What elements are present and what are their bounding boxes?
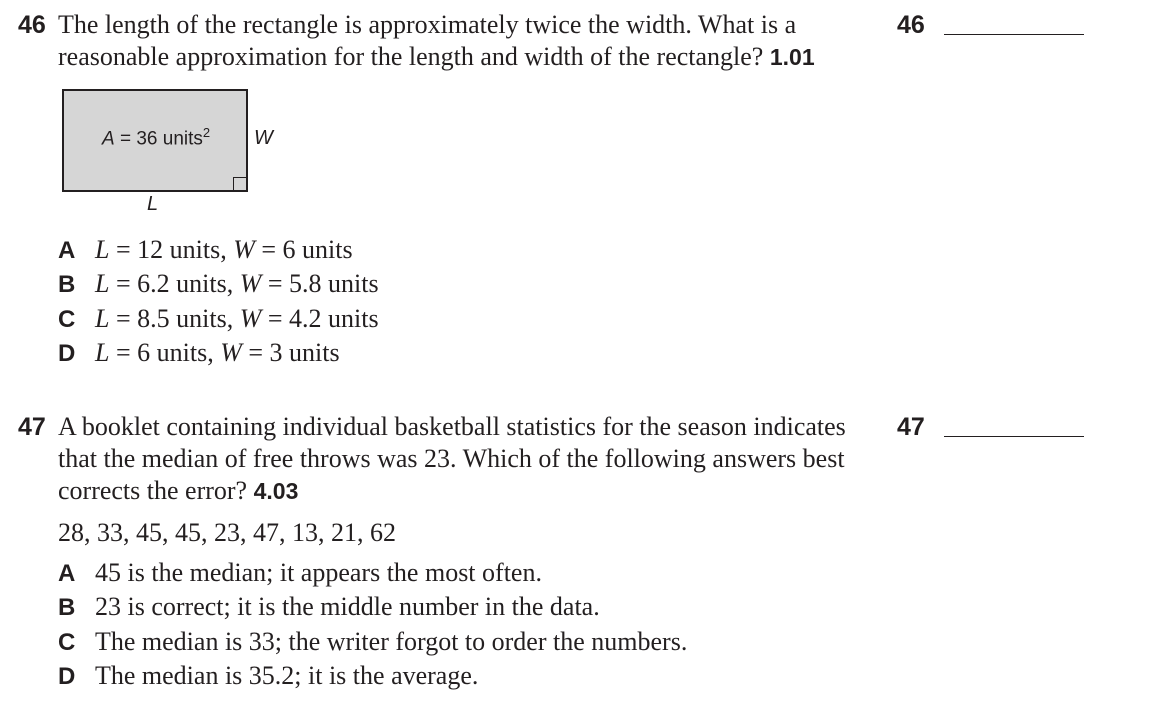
length-variable: L [95,235,110,264]
choice-c[interactable] [58,304,379,338]
answer-number: 47 [897,413,925,441]
width-value: = 3 units [241,338,340,367]
standard-code: 1.01 [769,44,815,70]
answer-blank-line[interactable] [944,436,1084,437]
choice-b[interactable] [58,592,600,626]
choice-text: 23 is correct; it is the middle number in the data. [95,592,600,621]
question-number: 47 [18,413,46,441]
width-variable: W [233,235,255,264]
choice-d[interactable] [58,661,478,695]
area-label [102,125,210,150]
width-variable: W [239,269,262,298]
answer-number: 46 [897,11,925,39]
question-prompt: The length of the rectangle is approximately twice the width. What is a reasonable approximation for the length and width of the rectangle? [58,10,797,71]
question-text [58,411,868,507]
choice-b[interactable] [58,269,379,303]
choice-d[interactable] [58,338,340,372]
choice-text: The median is 33; the writer forgot to order the numbers. [95,627,688,656]
choice-letter: C [58,629,76,656]
choice-letter: D [58,340,76,367]
width-variable: W [239,304,262,333]
choice-letter: C [58,306,76,333]
length-label: L [147,193,159,215]
area-value: = 36 units [114,128,203,150]
length-value: = 8.5 units, [109,304,240,333]
data-values: 28, 33, 45, 45, 23, 47, 13, 21, 62 [58,518,396,547]
width-value: = 6 units [254,235,353,264]
choice-letter: B [58,594,76,621]
question-number: 46 [18,11,46,39]
length-variable: L [95,304,110,333]
choice-text: 45 is the median; it appears the most often. [95,558,542,587]
area-exponent: 2 [202,125,211,140]
length-value: = 12 units, [109,235,234,264]
right-angle-marker [233,177,246,190]
choice-letter: D [58,663,76,690]
standard-code: 4.03 [253,478,299,504]
choice-letter: A [58,237,76,264]
width-label: W [254,127,273,149]
choice-a[interactable] [58,558,542,592]
length-value: = 6 units, [109,338,221,367]
length-variable: L [95,338,110,367]
area-variable: A [102,128,115,150]
length-variable: L [95,269,110,298]
choice-c[interactable] [58,627,687,661]
width-value: = 5.8 units [261,269,379,298]
length-value: = 6.2 units, [109,269,240,298]
width-variable: W [220,338,242,367]
choice-text: The median is 35.2; it is the average. [95,661,479,690]
question-text [58,9,878,73]
question-prompt: A booklet containing individual basketball statistics for the season indicates that the median of free throws was 23. Which of the following answers best corrects the error? [58,412,846,505]
answer-blank-line[interactable] [944,34,1084,35]
choice-letter: A [58,560,76,587]
choice-letter: B [58,271,76,298]
width-value: = 4.2 units [261,304,379,333]
choice-a[interactable] [58,235,353,269]
